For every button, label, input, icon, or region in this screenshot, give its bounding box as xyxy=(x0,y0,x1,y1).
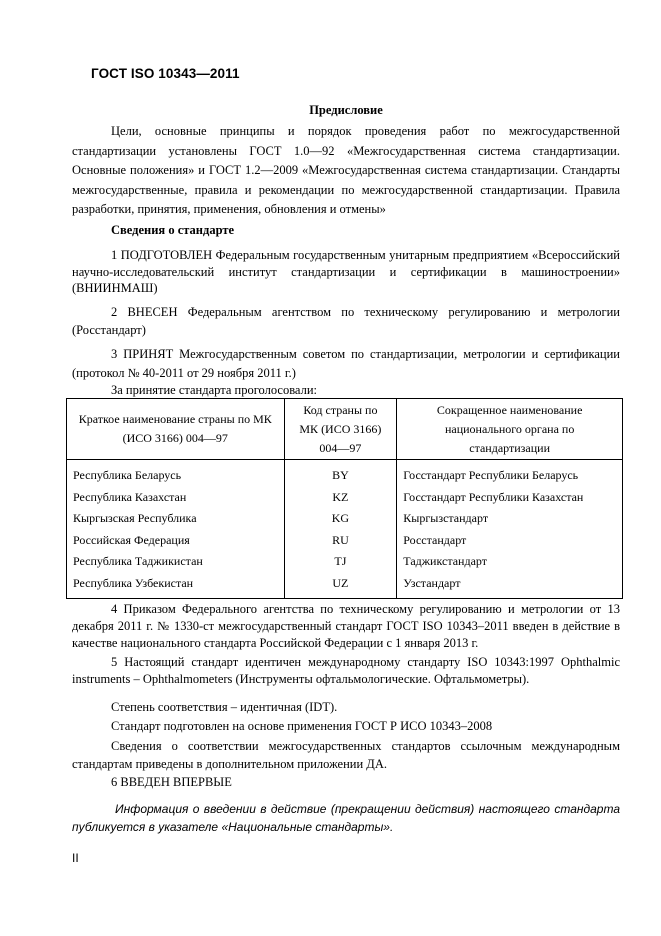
code-cell: TJ xyxy=(284,551,397,573)
body-cell: Госстандарт Республики Казахстан xyxy=(397,487,623,509)
country-cell: Республика Беларусь xyxy=(67,460,285,487)
table-row xyxy=(67,573,623,599)
info-title: Сведения о стандарте xyxy=(111,223,235,237)
table-row xyxy=(67,487,623,509)
code-cell: BY xyxy=(284,460,397,487)
code-cell: RU xyxy=(284,530,397,552)
vote-intro: За принятие стандарта проголосовали: xyxy=(111,383,317,397)
table-row xyxy=(67,530,623,552)
page-number: II xyxy=(72,851,79,865)
more-item-4: 4 Приказом Федерального агентства по техническому регулированию и метрологии от 13 декабря 2011 г. № 1330-ст межгосударственный стандарт ГОСТ ISO 10343–2011 введен в действие в качестве национального стандарта Российской Федерации с 1 января 2013 г. xyxy=(72,602,620,650)
code-cell: UZ xyxy=(284,573,397,599)
vote-table xyxy=(66,398,623,599)
country-cell: Кыргызская Республика xyxy=(67,508,285,530)
table-row xyxy=(67,551,623,573)
info-item-6: 6 ВВЕДЕН ВПЕРВЫЕ xyxy=(111,775,232,789)
info-item-1: 1 ПОДГОТОВЛЕН Федеральным государственным унитарным предприятием «Всероссийский научно-исследовательский институт стандартизации и сертификации в машиностроении» (ВНИИНМАШ) xyxy=(72,248,620,295)
references-statement: Сведения о соответствии межгосударственных стандартов ссылочным международным стандартам приведены в дополнительном приложении ДА. xyxy=(72,739,620,771)
more-item-5: 5 Настоящий стандарт идентичен международному стандарту ISO 10343:1997 Ophthalmic instruments – Ophthalmometers (Инструменты офтальмологические. Офтальмометры). xyxy=(72,655,620,686)
basis-statement: Стандарт подготовлен на основе применения ГОСТ Р ИСО 10343–2008 xyxy=(111,719,493,733)
publication-note: Информация о введении в действие (прекращении действия) настоящего стандарта публикуется в указателе «Национальные стандарты». xyxy=(72,802,620,834)
header-code: Код страны по МК (ИСО 3166) 004—97 xyxy=(284,399,397,460)
info-item-2: 2 ВНЕСЕН Федеральным агентством по техническому регулированию и метрологии (Росстандарт) xyxy=(72,305,620,337)
country-cell: Республика Казахстан xyxy=(67,487,285,509)
country-cell: Республика Узбекистан xyxy=(67,573,285,599)
foreword-title: Предисловие xyxy=(309,103,383,117)
header-body: Сокращенное наименование национального органа по стандартизации xyxy=(397,399,623,460)
country-cell: Республика Таджикистан xyxy=(67,551,285,573)
conformity-degree: Степень соответствия – идентичная (IDT). xyxy=(111,700,338,714)
code-cell: KZ xyxy=(284,487,397,509)
foreword-text: Цели, основные принципы и порядок проведения работ по межгосударственной стандартизации установлены ГОСТ 1.0—92 «Межгосударственная система стандартизации. Основные положения» и ГОСТ 1.2—2009 «Межгосударственная система стандартизации. Стандарты межгосударственные, правила и рекомендации по межгосударственной стандартизации. Правила разработки, принятия, применения, обновления и отмены» xyxy=(72,124,620,216)
table-row xyxy=(67,508,623,530)
country-cell: Российская Федерация xyxy=(67,530,285,552)
vote-table-header xyxy=(67,399,623,460)
body-cell: Таджикстандарт xyxy=(397,551,623,573)
body-cell: Росстандарт xyxy=(397,530,623,552)
body-cell: Узстандарт xyxy=(397,573,623,599)
body-cell: Кыргызстандарт xyxy=(397,508,623,530)
header-country: Краткое наименование страны по МК (ИСО 3166) 004—97 xyxy=(67,399,285,460)
info-item-3: 3 ПРИНЯТ Межгосударственным советом по стандартизации, метрологии и сертификации (протокол № 40-2011 от 29 ноября 2011 г.) xyxy=(72,347,620,380)
code-cell: KG xyxy=(284,508,397,530)
document-id-header: ГОСТ ISO 10343—2011 xyxy=(91,66,240,81)
table-row xyxy=(67,460,623,487)
body-cell: Госстандарт Республики Беларусь xyxy=(397,460,623,487)
